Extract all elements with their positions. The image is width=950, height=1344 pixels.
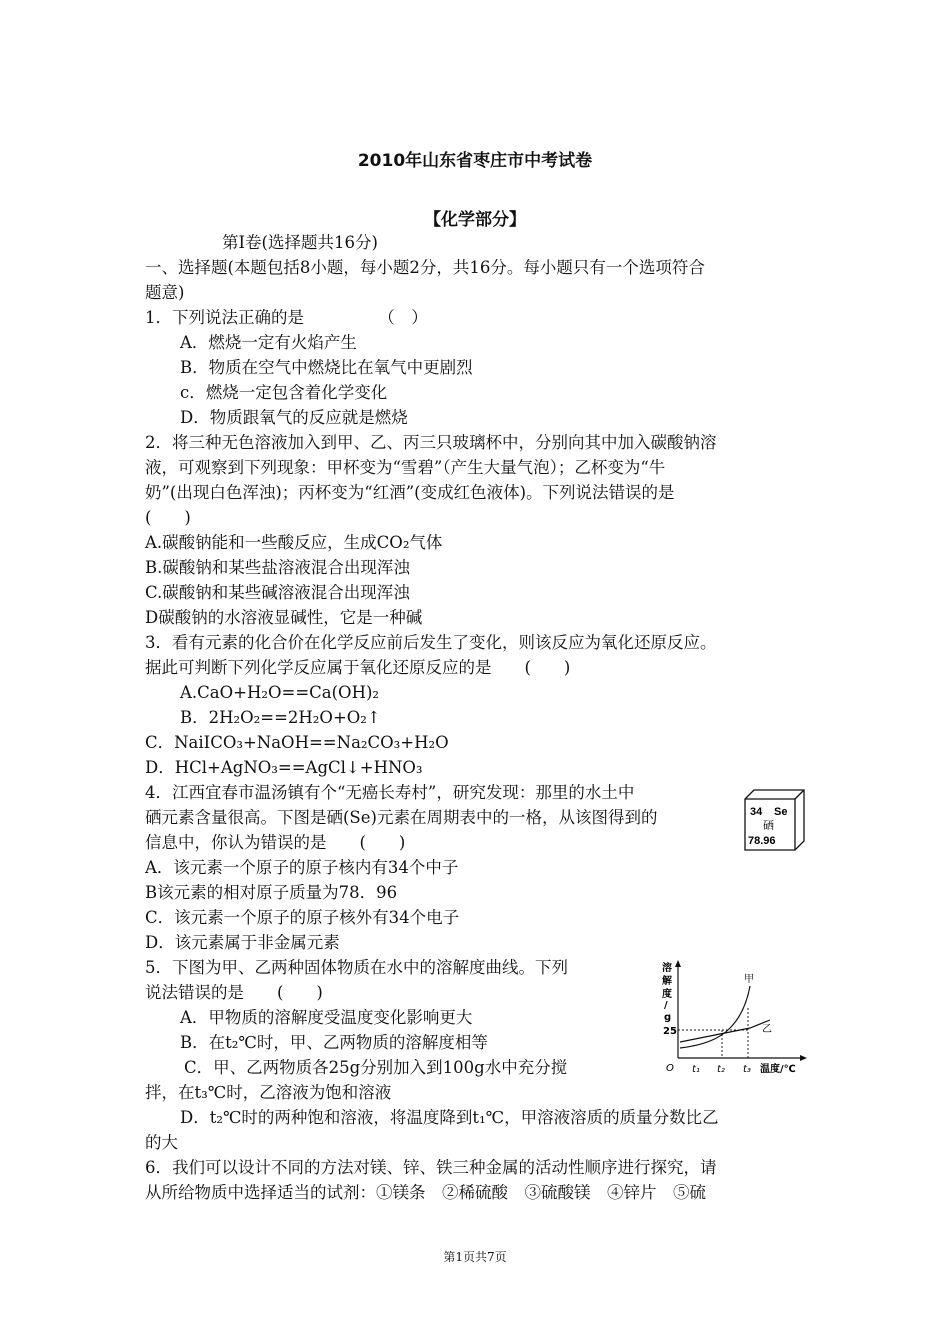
question-1-option: D．物质跟氧气的反应就是燃烧 [180, 408, 408, 427]
question-4-option: B该元素的相对原子质量为78．96 [145, 883, 398, 902]
page-title: 2010年山东省枣庄市中考试卷 [357, 151, 593, 171]
instruction-line: 题意) [145, 283, 185, 302]
question-3-option: C．NaiICO₃+NaOH==Na₂CO₃+H₂O [145, 733, 449, 752]
question-4-stem: 信息中，你认为错误的是 ( ) [145, 833, 406, 852]
tick-t2: t₂ [717, 1064, 725, 1075]
question-5-option: C．甲、乙两物质各25g分别加入到100g水中充分搅 [184, 1058, 568, 1077]
question-3-stem: 据此可判断下列化学反应属于氧化还原反应的是 ( ) [145, 658, 571, 677]
question-6-stem: 6．我们可以设计不同的方法对镁、锌、铁三种金属的活动性顺序进行探究，请 [145, 1158, 717, 1177]
y-axis-label: 溶 [662, 963, 672, 974]
question-3-option: A.CaO+H₂O==Ca(OH)₂ [180, 683, 380, 702]
series-label-jia: 甲 [744, 974, 754, 985]
y-axis-label: 解 [662, 976, 672, 987]
question-5-option: B．在t₂℃时，甲、乙两物质的溶解度相等 [180, 1033, 488, 1052]
selenium-element-cell [744, 789, 806, 851]
atomic-mass: 78.96 [748, 835, 776, 847]
question-5-option: A．甲物质的溶解度受温度变化影响更大 [180, 1008, 473, 1027]
instruction-line: 一、选择题(本题包括8小题，每小题2分，共16分。每小题只有一个选项符合 [145, 258, 705, 277]
question-2-stem: 液，可观察到下列现象：甲杯变为“雪碧”（产生大量气泡）；乙杯变为“牛 [145, 458, 666, 477]
question-2-option: A.碳酸钠能和一些酸反应，生成CO₂气体 [145, 533, 443, 552]
section-heading: 【化学部分】 [424, 210, 526, 230]
y-axis-label: / [664, 1000, 668, 1011]
question-3-option: D．HCl+AgNO₃==AgCl↓+HNO₃ [145, 758, 423, 777]
question-2-stem: 奶”(出现白色浑浊)；丙杯变为“红酒”(变成红色液体)。下列说法错误的是 [145, 483, 675, 502]
tick-t1: t₁ [692, 1064, 700, 1075]
atomic-number: 34 [750, 806, 763, 818]
question-3-option: B．2H₂O₂==2H₂O+O₂↑ [180, 708, 381, 727]
x-axis-label: 温度/℃ [760, 1064, 796, 1075]
page-footer: 第1页共7页 [443, 1250, 507, 1264]
element-name: 硒 [763, 819, 774, 832]
question-5-option: D．t₂℃时的两种饱和溶液，将温度降到t₁℃，甲溶液溶质的质量分数比乙 [180, 1108, 719, 1127]
question-2-option: B.碳酸钠和某些盐溶液混合出现浑浊 [145, 558, 410, 577]
question-4-option: D．该元素属于非金属元素 [145, 933, 340, 952]
question-2-stem: ( ) [145, 508, 191, 527]
question-2-stem: 2．将三种无色溶液加入到甲、乙、丙三只玻璃杯中，分别向其中加入碳酸钠溶 [145, 433, 717, 452]
question-4-stem: 硒元素含量很高。下图是硒(Se)元素在周期表中的一格，从该图得到的 [145, 808, 658, 827]
volume-heading: 第Ⅰ卷(选择题共16分) [222, 233, 378, 252]
origin-label: O [666, 1063, 674, 1074]
curve-jia [680, 986, 750, 1048]
curve-yi [680, 1020, 770, 1042]
y-axis-label: 度 [662, 989, 672, 1000]
question-1-option: B．物质在空气中燃烧比在氧气中更剧烈 [180, 358, 473, 377]
element-symbol: Se [774, 806, 788, 818]
question-6-stem: 从所给物质中选择适当的试剂：①镁条 ②稀硫酸 ③硫酸镁 ④锌片 ⑤硫 [145, 1183, 706, 1202]
question-5-stem: 5．下图为甲、乙两种固体物质在水中的溶解度曲线。下列 [145, 958, 568, 977]
y-value-25: 25 [663, 1026, 677, 1037]
question-2-option: D碳酸钠的水溶液显碱性，它是一种碱 [145, 608, 423, 627]
question-1-option: c．燃烧一定包含着化学变化 [180, 383, 388, 402]
question-1-stem: 1．下列说法正确的是 （ ） [145, 308, 428, 327]
tick-t3: t₃ [743, 1064, 751, 1075]
question-4-option: A．该元素一个原子的原子核内有34个中子 [145, 858, 459, 877]
question-5-stem: 说法错误的是 ( ) [145, 983, 323, 1002]
question-1-option: A．燃烧一定有火焰产生 [180, 333, 357, 352]
question-4-stem: 4．江西宜春市温汤镇有个“无癌长寿村”，研究发现：那里的水土中 [145, 783, 635, 802]
question-2-option: C.碳酸钠和某些碱溶液混合出现浑浊 [145, 583, 410, 602]
y-axis-label: g [664, 1012, 672, 1023]
solubility-curve-figure [660, 958, 810, 1080]
series-label-yi: 乙 [762, 1024, 772, 1035]
question-3-stem: 3．看有元素的化合价在化学反应前后发生了变化，则该反应为氧化还原反应。 [145, 633, 717, 652]
question-5-option: 拌，在t₃℃时，乙溶液为饱和溶液 [145, 1083, 392, 1102]
question-4-option: C．该元素一个原子的原子核外有34个电子 [145, 908, 460, 927]
question-5-option: 的大 [145, 1133, 178, 1152]
